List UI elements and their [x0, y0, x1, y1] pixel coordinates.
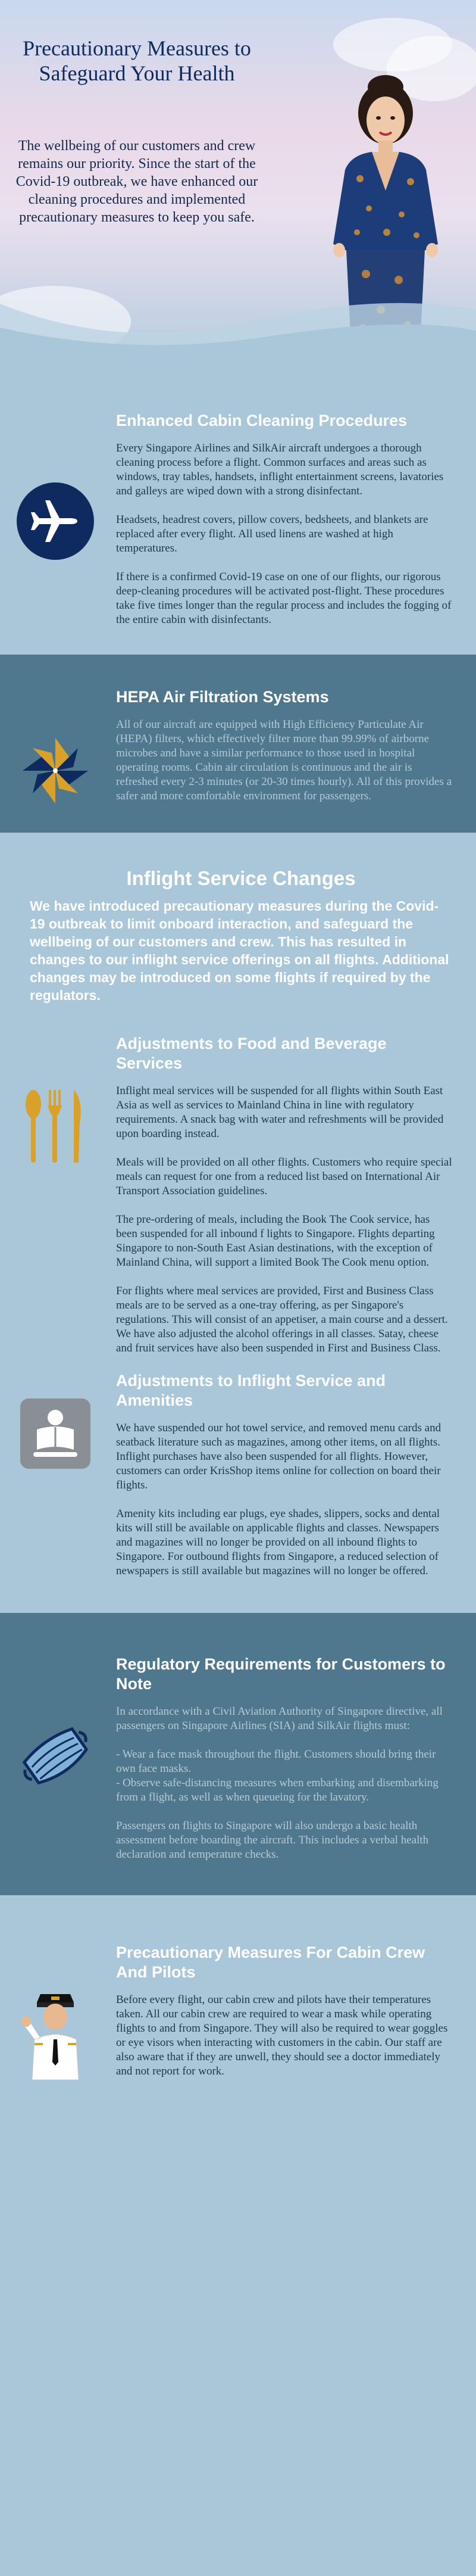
amenities-paragraph: Amenity kits including ear plugs, eye shades, slippers, socks and dental kits will still be available on applicable flights and classes. Newspapers and magazines will no longer be provided on all inbound flights to Singapore. For outbound flights from Singapore, a reduced selection of newspapers is still available but magazines will no longer be offered. — [116, 1507, 440, 1577]
food-paragraph: Meals will be provided on all other flights. Customers who require special meals can request for one from a reduced list based on International Air Transport Association guidelines. — [116, 1156, 452, 1197]
hero-wave — [0, 268, 476, 357]
cutlery-icon — [17, 1088, 94, 1165]
regulatory-section — [0, 1613, 476, 1895]
hero-intro: The wellbeing of our customers and crew remains our priority. Since the start of the Covid-19 outbreak, we have enhanced our cleaning procedures and implemented precautionary measures to keep you safe. — [15, 138, 258, 225]
food-paragraph: Inflight meal services will be suspended for all flights within South East Asia as well as services to Mainland China in line with regulatory requirements. A snack bag with water and refreshments will be provided upon boarding instead. — [116, 1085, 444, 1140]
amenities-heading: Adjustments to Inflight Service and Amenities — [116, 1372, 386, 1409]
food-paragraph: For flights where meal services are provided, First and Business Class meals are to be served as a one-tray offering, as per Singapore's regulations. This will consist of an appetiser, a main course and a dessert. We have also adjusted the alcohol offerings in all classes. Satay, cheese and fruit services have also been suspended in First and Business Class. — [116, 1285, 448, 1354]
amenities-paragraph: We have suspended our hot towel service, and removed menu cards and seatback literature such as magazines, among other items, on all flights. Inflight purchases have also been suspended for all flights. However, customers can order KrisShop items online for collection on board their flights. — [116, 1422, 441, 1491]
hepa-paragraph: All of our aircraft are equipped with High Efficiency Particulate Air (HEPA) filters, which effectively filter more than 99.99% of airborne microbes and have a similar performance to those used in hospital operating rooms. Cabin air circulation is continuous and the air is refreshed every 2-3 minutes (or 20-30 times hourly). All of this provides a safer and more comfortable environment for passengers. — [116, 718, 452, 802]
cabin-heading: Enhanced Cabin Cleaning Procedures — [116, 412, 408, 429]
regulatory-requirements-list: - Wear a face mask throughout the flight. Customers should bring their own face masks. - Observe safe-distancing measures when embarking and disembarking from a flight, as well as when queueing for the lavatory. — [116, 1748, 439, 1803]
hepa-heading: HEPA Air Filtration Systems — [116, 688, 329, 706]
pilot-icon — [17, 1991, 94, 2068]
page-title: Precautionary Measures to Safeguard Your Health — [23, 36, 251, 85]
cabin-paragraph: If there is a confirmed Covid-19 case on one of our flights, our rigorous deep-cleaning procedures will be activated post-flight. These procedures take five times longer than the regular process and includes the fogging of the entire cabin with disinfectants. — [116, 571, 452, 626]
hepa-section — [0, 655, 476, 833]
regulatory-paragraph: In accordance with a Civil Aviation Authority of Singapore directive, all passengers on Singapore Airlines (SIA) and SilkAir flights must: — [116, 1705, 443, 1732]
regulatory-paragraph: Passengers on flights to Singapore will also undergo a basic health assessment before boarding the aircraft. This includes a verbal health declaration and temperature checks. — [116, 1820, 429, 1861]
regulatory-heading: Regulatory Requirements for Customers to Note — [116, 1655, 446, 1693]
crew-section — [0, 1895, 476, 2105]
crew-heading: Precautionary Measures For Cabin Crew And Pilots — [116, 1943, 425, 1981]
inflight-title: Inflight Service Changes — [126, 867, 356, 889]
cabin-paragraph: Headsets, headrest covers, pillow covers, bedsheets, and blankets are replaced after every flight. All used linens are washed at high temperatures. — [116, 513, 428, 555]
cabin-paragraph: Every Singapore Airlines and SilkAir aircraft undergoes a thorough cleaning process before a flight. Common surfaces and areas such as windows, tray tables, handsets, inflight entertainment screens, lavatories and galleys are wiped down with a strong disinfectant. — [116, 442, 444, 497]
amenities-section — [0, 1371, 476, 1613]
food-heading: Adjustments to Food and Beverage Services — [116, 1035, 387, 1072]
cabin-cleaning-section — [0, 357, 476, 655]
inflight-changes-section — [0, 833, 476, 1010]
inflight-intro: We have introduced precautionary measures during the Covid-19 outbreak to limit onboard interaction, and safeguard the wellbeing of our customers and crew. This has resulted in changes to our inflight service offerings on all flights. Additional changes may be introduced on some flights if required by the regulators. — [30, 898, 449, 1003]
airplane-icon — [17, 482, 94, 560]
food-paragraph: The pre-ordering of meals, including the Book The Cook service, has been suspended for all inbound f lights to Singapore. Flights departing Singapore to non-South East Asian destinations, with the exception of Mainland China, will support a limited Book The Cook menu option. — [116, 1213, 435, 1269]
reading-person-icon — [17, 1395, 94, 1472]
hero-banner — [0, 0, 476, 357]
face-mask-icon — [17, 1717, 94, 1795]
crew-paragraph: Before every flight, our cabin crew and pilots have their temperatures taken. All our cabin crew are required to wear a mask while operating flights to and from Singapore. They will also be required to wear goggles or eye visors when interacting with customers in the cabin. Our staff are also aware that if they are unwell, they should see a doctor immediately and not report for work. — [116, 1993, 448, 2077]
pinwheel-icon — [17, 732, 94, 809]
food-beverage-section — [0, 1010, 476, 1371]
